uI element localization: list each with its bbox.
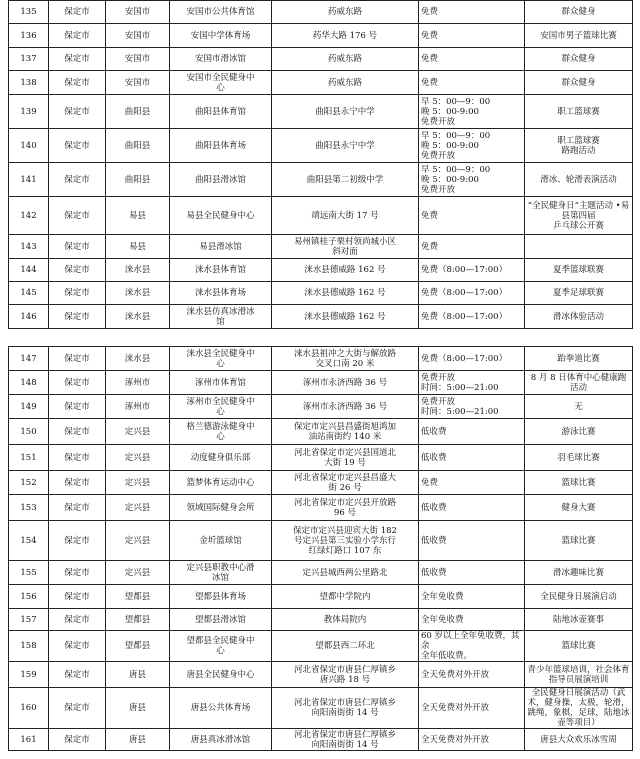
city-cell: 保定市 <box>49 48 106 71</box>
table-row <box>9 305 633 329</box>
fee-cell: 早 5：00—9：00 晚 5：00-9:00 免费开放 <box>419 129 525 163</box>
fee-cell: 低收费 <box>419 521 525 561</box>
activity-cell: 群众健身 <box>525 1 633 24</box>
row-number: 145 <box>9 282 49 305</box>
activity-cell: 篮球比赛 <box>525 471 633 495</box>
activity-cell: 滑冰体验活动 <box>525 305 633 329</box>
address-cell: 靖远南大街 17 号 <box>272 197 419 235</box>
city-cell: 保定市 <box>49 347 106 371</box>
city-cell: 保定市 <box>49 729 106 751</box>
venue-name-cell: 涞水县仿真冰滑冰 馆 <box>170 305 272 329</box>
county-cell: 唐县 <box>106 688 170 729</box>
table-row <box>9 521 633 561</box>
row-number: 153 <box>9 495 49 521</box>
county-cell: 涿州市 <box>106 371 170 395</box>
city-cell: 保定市 <box>49 688 106 729</box>
fee-cell: 免费（8:00—17:00） <box>419 259 525 282</box>
county-cell: 安国市 <box>106 71 170 95</box>
address-cell: 涞水县德威路 162 号 <box>272 305 419 329</box>
address-cell: 涞水县德威路 162 号 <box>272 259 419 282</box>
row-number: 161 <box>9 729 49 751</box>
activity-cell: 唐县大众欢乐冰雪周 <box>525 729 633 751</box>
table-row <box>9 395 633 419</box>
activity-cell: 陆地冰壶赛事 <box>525 609 633 631</box>
row-number: 148 <box>9 371 49 395</box>
county-cell: 定兴县 <box>106 419 170 445</box>
city-cell: 保定市 <box>49 585 106 609</box>
row-number: 157 <box>9 609 49 631</box>
fee-cell: 免费 <box>419 24 525 48</box>
address-cell: 保定市定兴县昌盛街旭鸿加 油站南街约 140 米 <box>272 419 419 445</box>
fee-cell: 早 5：00—9：00 晚 5：00-9:00 免费开放 <box>419 163 525 197</box>
city-cell: 保定市 <box>49 609 106 631</box>
city-cell: 保定市 <box>49 561 106 585</box>
row-number: 136 <box>9 24 49 48</box>
row-number: 146 <box>9 305 49 329</box>
table-row <box>9 445 633 471</box>
venue-name-cell: 安国中学体育场 <box>170 24 272 48</box>
city-cell: 保定市 <box>49 495 106 521</box>
address-cell: 涞水县德威路 162 号 <box>272 282 419 305</box>
activity-cell: “全民健身日”主题活动 •易 县第四届 乒乓球公开赛 <box>525 197 633 235</box>
row-number: 137 <box>9 48 49 71</box>
city-cell: 保定市 <box>49 662 106 688</box>
table-row <box>9 419 633 445</box>
table-row <box>9 631 633 662</box>
city-cell: 保定市 <box>49 235 106 259</box>
city-cell: 保定市 <box>49 371 106 395</box>
sports-venue-table-part-1 <box>8 0 633 329</box>
row-number: 147 <box>9 347 49 371</box>
venue-name-cell: 动度健身俱乐部 <box>170 445 272 471</box>
row-number: 144 <box>9 259 49 282</box>
fee-cell: 全天免费对外开放 <box>419 662 525 688</box>
fee-cell: 免费 <box>419 197 525 235</box>
address-cell: 药华大路 176 号 <box>272 24 419 48</box>
fee-cell: 免费 <box>419 48 525 71</box>
address-cell: 曲阳县永宁中学 <box>272 129 419 163</box>
county-cell: 曲阳县 <box>106 95 170 129</box>
row-number: 152 <box>9 471 49 495</box>
activity-cell: 篮球比赛 <box>525 521 633 561</box>
city-cell: 保定市 <box>49 395 106 419</box>
county-cell: 曲阳县 <box>106 129 170 163</box>
address-cell: 望都中学院内 <box>272 585 419 609</box>
fee-cell: 低收费 <box>419 495 525 521</box>
city-cell: 保定市 <box>49 305 106 329</box>
activity-cell: 滑冰趣味比赛 <box>525 561 633 585</box>
address-cell: 涿州市永济西路 36 号 <box>272 371 419 395</box>
fee-cell: 免费 <box>419 71 525 95</box>
county-cell: 涞水县 <box>106 282 170 305</box>
county-cell: 涞水县 <box>106 259 170 282</box>
county-cell: 望都县 <box>106 609 170 631</box>
venue-name-cell: 金圻篮球馆 <box>170 521 272 561</box>
address-cell: 河北省保定市定兴县昌盛大 街 26 号 <box>272 471 419 495</box>
row-number: 140 <box>9 129 49 163</box>
row-number: 158 <box>9 631 49 662</box>
row-number: 149 <box>9 395 49 419</box>
county-cell: 望都县 <box>106 631 170 662</box>
address-cell: 定兴县城西两公里路北 <box>272 561 419 585</box>
fee-cell: 免费（8:00—17:00） <box>419 347 525 371</box>
county-cell: 安国市 <box>106 24 170 48</box>
fee-cell: 早 5：00—9：00 晚 5：00-9:00 免费开放 <box>419 95 525 129</box>
address-cell: 河北省保定市唐县仁厚镇乡 向阳南街街 14 号 <box>272 729 419 751</box>
venue-name-cell: 领域国际健身会所 <box>170 495 272 521</box>
activity-cell: 全民健身日展演启动 <box>525 585 633 609</box>
table-row <box>9 347 633 371</box>
fee-cell: 免费（8:00—17:00） <box>419 305 525 329</box>
address-cell: 药威东路 <box>272 1 419 24</box>
venue-name-cell: 篮梦体育运动中心 <box>170 471 272 495</box>
venue-name-cell: 唐县公共体育场 <box>170 688 272 729</box>
table-row <box>9 585 633 609</box>
venue-name-cell: 涿州市全民健身中 心 <box>170 395 272 419</box>
city-cell: 保定市 <box>49 282 106 305</box>
table-row <box>9 71 633 95</box>
county-cell: 安国市 <box>106 48 170 71</box>
venue-name-cell: 涞水县全民健身中 心 <box>170 347 272 371</box>
address-cell: 河北省保定市唐县仁厚镇乡 唐兴路 18 号 <box>272 662 419 688</box>
address-cell: 河北省保定市定兴县开放路 96 号 <box>272 495 419 521</box>
venue-name-cell: 安国市公共体育馆 <box>170 1 272 24</box>
table-row <box>9 1 633 24</box>
activity-cell: 羽毛球比赛 <box>525 445 633 471</box>
row-number: 135 <box>9 1 49 24</box>
county-cell: 涿州市 <box>106 395 170 419</box>
row-number: 156 <box>9 585 49 609</box>
county-cell: 定兴县 <box>106 445 170 471</box>
table-row <box>9 259 633 282</box>
address-cell: 涞水县祖冲之大街与解放路 交叉口南 20 米 <box>272 347 419 371</box>
address-cell: 曲阳县永宁中学 <box>272 95 419 129</box>
address-cell: 教体局院内 <box>272 609 419 631</box>
county-cell: 安国市 <box>106 1 170 24</box>
address-cell: 望都县西二环北 <box>272 631 419 662</box>
table-row <box>9 609 633 631</box>
fee-cell: 全年免收费 <box>419 609 525 631</box>
activity-cell: 职工篮球赛 <box>525 95 633 129</box>
row-number: 159 <box>9 662 49 688</box>
table-row <box>9 371 633 395</box>
address-cell: 曲阳县第二初级中学 <box>272 163 419 197</box>
city-cell: 保定市 <box>49 445 106 471</box>
venue-name-cell: 安国市全民健身中 心 <box>170 71 272 95</box>
county-cell: 定兴县 <box>106 471 170 495</box>
table-row <box>9 129 633 163</box>
county-cell: 定兴县 <box>106 521 170 561</box>
activity-cell: 职工篮球赛 路跑活动 <box>525 129 633 163</box>
city-cell: 保定市 <box>49 129 106 163</box>
county-cell: 易县 <box>106 235 170 259</box>
table-row <box>9 24 633 48</box>
fee-cell: 免费开放 时间：5:00—21:00 <box>419 395 525 419</box>
address-cell: 药威东路 <box>272 71 419 95</box>
address-cell: 涿州市永济西路 36 号 <box>272 395 419 419</box>
activity-cell <box>525 235 633 259</box>
county-cell: 唐县 <box>106 662 170 688</box>
table-row <box>9 495 633 521</box>
fee-cell: 低收费 <box>419 561 525 585</box>
table-row <box>9 662 633 688</box>
county-cell: 唐县 <box>106 729 170 751</box>
fee-cell: 全天免费对外开放 <box>419 688 525 729</box>
table-row <box>9 688 633 729</box>
table-row <box>9 561 633 585</box>
venue-name-cell: 涿州市体育馆 <box>170 371 272 395</box>
venue-name-cell: 曲阳县体育场 <box>170 129 272 163</box>
row-number: 142 <box>9 197 49 235</box>
row-number: 155 <box>9 561 49 585</box>
row-number: 139 <box>9 95 49 129</box>
table-row <box>9 235 633 259</box>
county-cell: 定兴县 <box>106 495 170 521</box>
city-cell: 保定市 <box>49 419 106 445</box>
venue-name-cell: 易县全民健身中心 <box>170 197 272 235</box>
table-row <box>9 729 633 751</box>
activity-cell: 青少年篮球培训，社会体育 指导员展演培训 <box>525 662 633 688</box>
address-cell: 易州镇桂子栗村领尚城小区 斜对面 <box>272 235 419 259</box>
activity-cell: 健身大赛 <box>525 495 633 521</box>
venue-name-cell: 唐县真冰滑冰馆 <box>170 729 272 751</box>
venue-name-cell: 易县滑冰馆 <box>170 235 272 259</box>
row-number: 143 <box>9 235 49 259</box>
fee-cell: 全年免收费 <box>419 585 525 609</box>
activity-cell: 全民健身日展演活动（武 术，健身操，太极，轮滑， 跳绳，象棋，足球，陆地冰 壶等项目） <box>525 688 633 729</box>
city-cell: 保定市 <box>49 259 106 282</box>
venue-name-cell: 望都县体育场 <box>170 585 272 609</box>
venue-name-cell: 望都县全民健身中 心 <box>170 631 272 662</box>
address-cell: 保定市定兴县迎宾大街 182 号定兴县第三实验小学东行 红绿灯路口 107 东 <box>272 521 419 561</box>
table-row <box>9 471 633 495</box>
fee-cell: 免费开放 时间：5:00—21:00 <box>419 371 525 395</box>
fee-cell: 全天免费对外开放 <box>419 729 525 751</box>
activity-cell: 8 月 8 日体育中心健康跑 活动 <box>525 371 633 395</box>
sports-venue-table-part-2 <box>8 346 633 751</box>
city-cell: 保定市 <box>49 95 106 129</box>
fee-cell: 免费（8:00—17:00） <box>419 282 525 305</box>
county-cell: 涞水县 <box>106 347 170 371</box>
county-cell: 涞水县 <box>106 305 170 329</box>
city-cell: 保定市 <box>49 163 106 197</box>
table-row <box>9 163 633 197</box>
county-cell: 定兴县 <box>106 561 170 585</box>
venue-name-cell: 曲阳县体育馆 <box>170 95 272 129</box>
venue-name-cell: 定兴县职教中心滑 冰馆 <box>170 561 272 585</box>
activity-cell: 篮球比赛 <box>525 631 633 662</box>
city-cell: 保定市 <box>49 71 106 95</box>
activity-cell: 夏季篮球联赛 <box>525 259 633 282</box>
table-row <box>9 48 633 71</box>
activity-cell: 安国市男子篮球比赛 <box>525 24 633 48</box>
activity-cell: 群众健身 <box>525 48 633 71</box>
city-cell: 保定市 <box>49 197 106 235</box>
activity-cell: 群众健身 <box>525 71 633 95</box>
venue-name-cell: 望都县滑冰馆 <box>170 609 272 631</box>
city-cell: 保定市 <box>49 1 106 24</box>
table-row <box>9 95 633 129</box>
row-number: 151 <box>9 445 49 471</box>
venue-name-cell: 曲阳县滑冰馆 <box>170 163 272 197</box>
row-number: 150 <box>9 419 49 445</box>
address-cell: 河北省保定市定兴县国道北 大街 19 号 <box>272 445 419 471</box>
fee-cell: 免费 <box>419 1 525 24</box>
row-number: 138 <box>9 71 49 95</box>
address-cell: 河北省保定市唐县仁厚镇乡 向阳南街街 14 号 <box>272 688 419 729</box>
county-cell: 易县 <box>106 197 170 235</box>
activity-cell: 跆拳道比赛 <box>525 347 633 371</box>
city-cell: 保定市 <box>49 471 106 495</box>
venue-name-cell: 安国市滑冰馆 <box>170 48 272 71</box>
activity-cell: 无 <box>525 395 633 419</box>
address-cell: 药威东路 <box>272 48 419 71</box>
venue-name-cell: 唐县全民健身中心 <box>170 662 272 688</box>
venue-name-cell: 涞水县体育场 <box>170 282 272 305</box>
row-number: 154 <box>9 521 49 561</box>
fee-cell: 免费 <box>419 235 525 259</box>
venue-name-cell: 涞水县体育馆 <box>170 259 272 282</box>
county-cell: 望都县 <box>106 585 170 609</box>
fee-cell: 免费 <box>419 471 525 495</box>
city-cell: 保定市 <box>49 521 106 561</box>
fee-cell: 低收费 <box>419 445 525 471</box>
venue-name-cell: 格兰德游泳健身中 心 <box>170 419 272 445</box>
row-number: 160 <box>9 688 49 729</box>
activity-cell: 滑冰、轮滑表演活动 <box>525 163 633 197</box>
city-cell: 保定市 <box>49 24 106 48</box>
table-row <box>9 197 633 235</box>
activity-cell: 游泳比赛 <box>525 419 633 445</box>
table-row <box>9 282 633 305</box>
county-cell: 曲阳县 <box>106 163 170 197</box>
fee-cell: 60 岁以上全年免收费，其余 全年低收费。 <box>419 631 525 662</box>
city-cell: 保定市 <box>49 631 106 662</box>
row-number: 141 <box>9 163 49 197</box>
activity-cell: 夏季足球联赛 <box>525 282 633 305</box>
fee-cell: 低收费 <box>419 419 525 445</box>
